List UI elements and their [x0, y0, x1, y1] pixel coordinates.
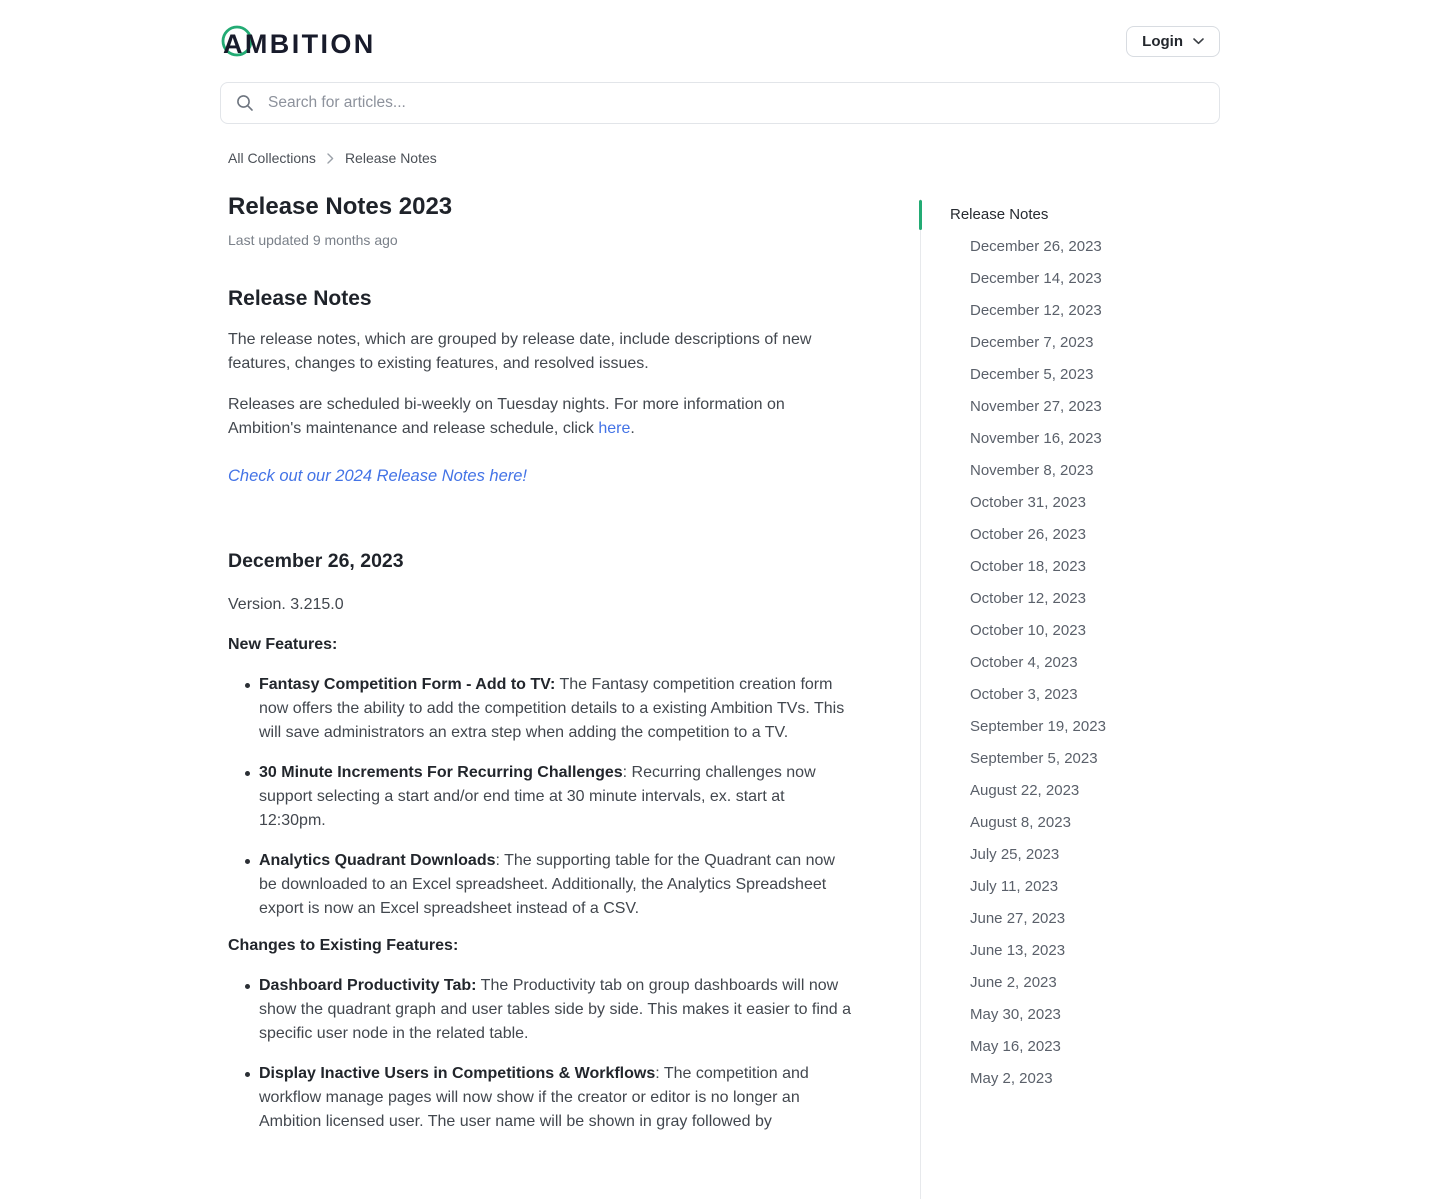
intro-paragraph-2-period: . [630, 420, 635, 437]
change-text: The Productivity tab on group dashboards will now show the quadrant graph and user tables side by side. This makes it easier to find a specific user node in the related table. [259, 977, 852, 1042]
sidebar-item-date[interactable]: May 16, 2023 [970, 1038, 1061, 1055]
sidebar-item-date[interactable]: May 2, 2023 [970, 1070, 1053, 1087]
sidebar-date-list [950, 231, 1220, 1095]
top-bar [220, 0, 1220, 61]
list-item [228, 1062, 852, 1134]
new-features-list [228, 673, 852, 921]
intro-paragraph-2 [228, 393, 852, 441]
change-text: : The competition and workflow manage pages will now show if the creator or editor is no longer an Ambition licensed user. The user name will be shown in gray followed by [259, 1065, 809, 1130]
sidebar-item-date[interactable]: June 27, 2023 [970, 910, 1066, 927]
sidebar-item-date[interactable]: August 8, 2023 [970, 814, 1071, 831]
content-area [220, 193, 1220, 1199]
list-item [228, 673, 852, 745]
sidebar-item-date[interactable]: October 12, 2023 [970, 590, 1086, 607]
search-input[interactable] [266, 93, 1204, 113]
logo-text: AMBITION [223, 29, 376, 59]
promo-line [228, 464, 852, 488]
intro-paragraph-1: The release notes, which are grouped by release date, include descriptions of new features, changes to existing features, and resolved issues. [228, 331, 812, 372]
sidebar-item-date[interactable]: October 3, 2023 [970, 686, 1078, 703]
breadcrumb [220, 150, 1220, 166]
changes-label: Changes to Existing Features: [228, 937, 459, 954]
feature-title: Fantasy Competition Form - Add to TV: [259, 676, 556, 693]
list-item [228, 849, 852, 921]
search-icon [236, 94, 254, 112]
sidebar-item-date[interactable]: October 26, 2023 [970, 526, 1086, 543]
sidebar-item-date[interactable]: September 5, 2023 [970, 750, 1098, 767]
sidebar-item-date[interactable]: June 2, 2023 [970, 974, 1057, 991]
sidebar-item-date[interactable]: November 16, 2023 [970, 430, 1102, 447]
sidebar-item-date[interactable]: December 7, 2023 [970, 334, 1094, 351]
change-title: Display Inactive Users in Competitions & Workflows [259, 1065, 656, 1082]
breadcrumb-release-notes[interactable]: Release Notes [344, 150, 437, 166]
ambition-logo[interactable] [220, 20, 396, 62]
login-label: Login [1142, 32, 1183, 50]
schedule-here-link[interactable]: here [598, 420, 631, 437]
sidebar-item-date[interactable]: October 31, 2023 [970, 494, 1086, 511]
toc-sidebar [920, 199, 1220, 1199]
last-updated: Last updated 9 months ago [228, 232, 398, 248]
sidebar-item-date[interactable]: September 19, 2023 [970, 718, 1106, 735]
release-notes-2024-link[interactable]: Check out our 2024 Release Notes here! [228, 467, 528, 485]
feature-text: : The supporting table for the Quadrant can now be downloaded to an Excel spreadsheet. Additionally, the Analytics Spreadsheet export is now an Excel spreadsheet instead of a CSV. [259, 852, 835, 917]
search-bar [220, 82, 1220, 124]
list-item [228, 761, 852, 833]
intro-paragraph-2-text: Releases are scheduled bi-weekly on Tuesday nights. For more information on Ambition's maintenance and release schedule, click [228, 396, 785, 437]
sidebar-item-date[interactable]: December 14, 2023 [970, 270, 1102, 287]
feature-title: Analytics Quadrant Downloads [259, 852, 496, 869]
sidebar-item-date[interactable]: July 25, 2023 [970, 846, 1060, 863]
sidebar-item-date[interactable]: May 30, 2023 [970, 1006, 1061, 1023]
section-heading-dec-26: December 26, 2023 [228, 550, 404, 572]
changes-list [228, 974, 852, 1134]
sidebar-item-date[interactable]: June 13, 2023 [970, 942, 1066, 959]
version-text: Version. 3.215.0 [228, 596, 344, 613]
ambition-logo-graphic [220, 20, 396, 62]
feature-text: The Fantasy competition creation form now offers the ability to add the competition details to a existing Ambition TVs. This will save administrators an extra step when adding the competition to a TV. [259, 676, 845, 741]
chevron-down-icon [1193, 38, 1204, 45]
intro-heading: Release Notes [228, 287, 372, 310]
page-title: Release Notes 2023 [228, 193, 453, 220]
sidebar-item-date[interactable]: October 18, 2023 [970, 558, 1086, 575]
active-section-indicator [919, 200, 922, 230]
feature-title: 30 Minute Increments For Recurring Challenges [259, 764, 623, 781]
login-button[interactable] [1126, 26, 1220, 57]
sidebar-item-date[interactable]: July 11, 2023 [970, 878, 1059, 895]
help-center-page [220, 0, 1220, 1199]
sidebar-item-date[interactable]: October 10, 2023 [970, 622, 1086, 639]
sidebar-header-release-notes[interactable]: Release Notes [950, 206, 1049, 223]
sidebar-item-date[interactable]: November 8, 2023 [970, 462, 1094, 479]
sidebar-item-date[interactable]: August 22, 2023 [970, 782, 1080, 799]
list-item [228, 974, 852, 1046]
sidebar-item-date[interactable]: November 27, 2023 [970, 398, 1102, 415]
feature-text: : Recurring challenges now support selecting a start and/or end time at 30 minute intervals, ex. start at 12:30pm. [259, 764, 816, 829]
sidebar-item-date[interactable]: December 5, 2023 [970, 366, 1094, 383]
new-features-label: New Features: [228, 636, 338, 653]
change-title: Dashboard Productivity Tab: [259, 977, 477, 994]
breadcrumb-all-collections[interactable]: All Collections [228, 150, 316, 166]
sidebar-item-date[interactable]: December 26, 2023 [970, 238, 1102, 255]
sidebar-item-date[interactable]: October 4, 2023 [970, 654, 1078, 671]
chevron-right-icon [327, 153, 334, 164]
sidebar-item-date[interactable]: December 12, 2023 [970, 302, 1102, 319]
article [220, 193, 920, 1174]
